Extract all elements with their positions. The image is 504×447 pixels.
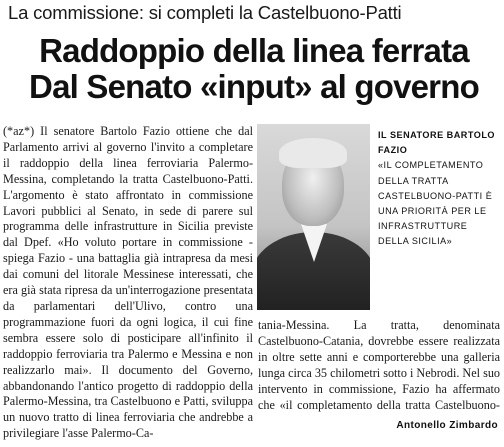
caption-name: IL SENATORE BARTOLO FAZIO (378, 130, 495, 156)
article-column-2: tania-Messina. La tratta, denominata Castelbuono-Catania, dovrebbe essere realizzata in oltre sette anni e comporterebbe una galleria lunga circa 35 chilometri sotto i Nebrodi. Nel suo intervento in commissione, Fazio ha affermato che «il completamento della tratta Castelbuono- (258, 318, 500, 412)
headline-line-1: Raddoppio della linea ferrata (39, 32, 469, 69)
article-headline (8, 33, 500, 105)
photo-caption (378, 128, 500, 250)
headline-line-2: Dal Senato «input» al governo (29, 68, 479, 105)
article-column-1: (*az*) Il senatore Bartolo Fazio ottiene che dal Parlamento arrivi al governo l'invito a completare il raddoppio della linea ferroviaria Palermo-Messina, completando la tratta Castelbuono-Patti. L'argomento è stato affrontato in commissione Lavori pubblici al Senato, in sede di parere sul programma delle infrastrutture in Sicilia previste dal Dpef. «Ho voluto portare in commissione - spiega Fazio - una battaglia già intrapresa da mesi dai comuni del litorale Messinese interessati, che era già stata ripresa da un'interrogazione presentata da parlamentari dell'Ulivo, contro una programmazione fuori da ogni logica, il cui fine sembra essere solo di posticipare all'infinito il raddoppio ferroviaria tra Palermo e Messina e non realizzarlo mai». Il documento del Governo, abbandonando l'antico progetto di raddoppio della Palermo-Messina, tra Castelbuono e Patti, sviluppa un nuovo tratto di linea ferroviaria che andrebbe a privilegiare l'asse Palermo-Ca- (3, 124, 253, 441)
article-kicker: La commissione: si completi la Castelbuono-Patti (8, 2, 402, 23)
portrait-hair (279, 138, 347, 168)
senator-portrait-photo (257, 124, 370, 310)
article-byline: Antonello Zimbardo (396, 420, 498, 431)
caption-quote: «IL COMPLETAMENTO DELLA TRATTA CASTELBUONO-PATTI È UNA PRIORITÀ PER LE INFRASTRUTTURE DELLA SICILIA» (378, 160, 493, 247)
